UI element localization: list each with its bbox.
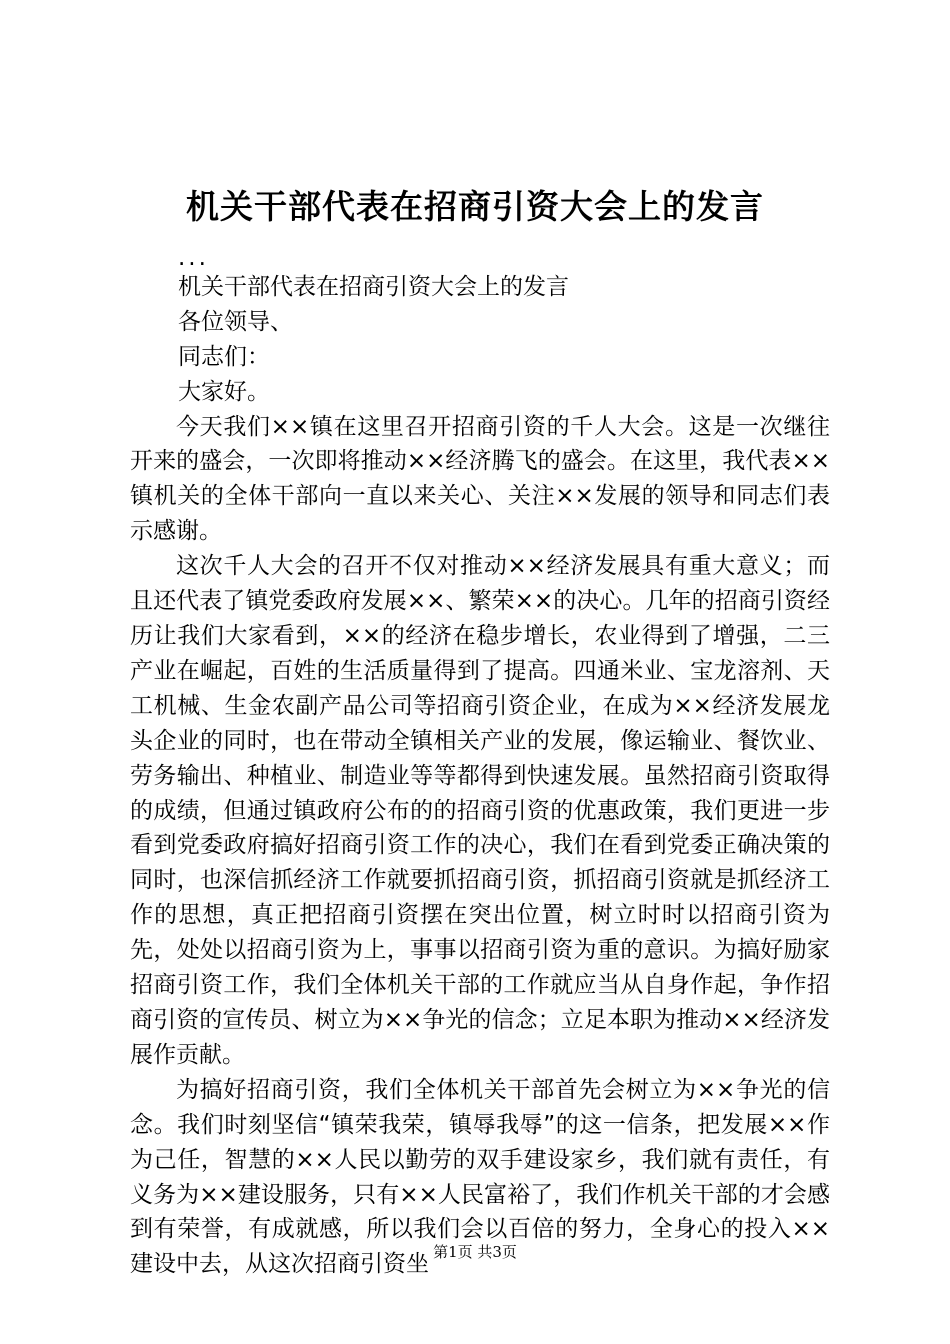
greeting: 大家好。 bbox=[178, 378, 270, 405]
paragraph-3: 为搞好招商引资，我们全体机关干部首先会树立为××争光的信念。我们时刻坚信“镇荣我荣，镇辱我辱”的这一信条，把发展××作为己任，智慧的××人民以勤劳的双手建设家乡，我们就有责任，有义务为××建设服务，只有××人民富裕了，我们作机关干部的才会感到有荣誉，有成就感，所以我们会以百倍的努力，全身心的投入××建设中去，从这次招商引资坐 bbox=[130, 1076, 830, 1278]
document-title: 机关干部代表在招商引资大会上的发言 bbox=[186, 187, 764, 226]
paragraph-2: 这次千人大会的召开不仅对推动××经济发展具有重大意义；而且还代表了镇党委政府发展××、繁荣××的决心。几年的招商引资经历让我们大家看到，××的经济在稳步增长，农业得到了增强，二三产业在崛起，百姓的生活质量得到了提高。四通米业、宝龙溶剂、天工机械、生金农副产品公司等招商引资企业，在成为××经济发展龙头企业的同时，也在带动全镇相关产业的发展，像运输业、餐饮业、劳务输出、种植业、制造业等等都得到快速发展。虽然招商引资取得的成绩，但通过镇政府公布的的招商引资的优惠政策，我们更进一步看到党委政府搞好招商引资工作的决心，我们在看到党委正确决策的同时，也深信抓经济工作就要抓招商引资，抓招商引资就是抓经济工作的思想，真正把招商引资摆在突出位置，树立时时以招商引资为先，处处以招商引资为上，事事以招商引资为重的意识。为搞好励家招商引资工作，我们全体机关干部的工作就应当从自身作起，争作招商引资的宣传员、树立为××争光的信念；立足本职为推动××经济发展作贡献。 bbox=[130, 553, 830, 1068]
speech-subtitle: 机关干部代表在招商引资大会上的发言 bbox=[178, 274, 569, 300]
document-body bbox=[130, 246, 830, 1282]
salutation-leaders: 各位领导、 bbox=[178, 308, 293, 335]
paragraph-1: 今天我们××镇在这里召开招商引资的千人大会。这是一次继往开来的盛会，一次即将推动××经济腾飞的盛会。在这里，我代表××镇机关的全体干部向一直以来关心、关注××发展的领导和同志们表示感谢。 bbox=[130, 413, 830, 545]
salutation-comrades: 同志们： bbox=[178, 343, 270, 370]
page-footer: 第1页 共3页 bbox=[433, 1243, 517, 1261]
ellipsis-mark: ... bbox=[178, 245, 209, 271]
